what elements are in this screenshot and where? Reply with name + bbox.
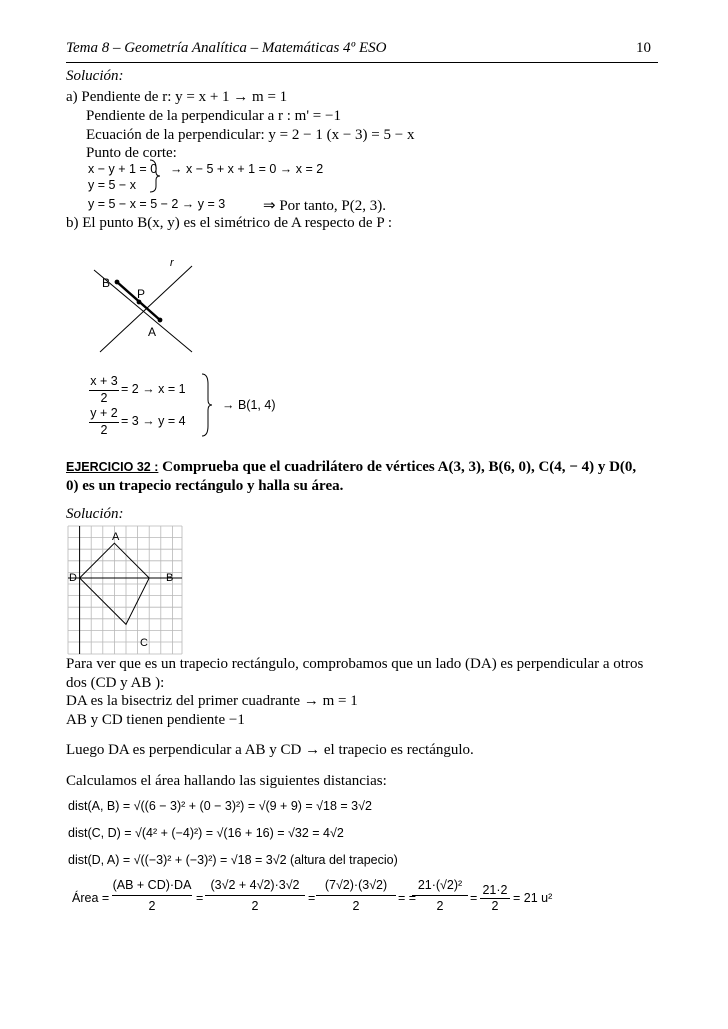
area-equals-4: = xyxy=(470,891,478,905)
paragraph-4: AB y CD tienen pendiente −1 xyxy=(66,712,245,728)
paragraph-1: Para ver que es un trapecio rectángulo, comprobamos que un lado (DA) es perpendicular a otros xyxy=(66,656,644,672)
area-result: = 21 u² xyxy=(513,891,553,905)
frac1-numerator: x + 3 xyxy=(90,374,118,388)
area-frac2-numerator: (3√2 + 4√2)·3√2 xyxy=(210,878,300,892)
fraction-brace xyxy=(200,372,214,438)
area-frac2-bar xyxy=(205,895,305,896)
paragraph-3: DA es la bisectriz del primer cuadrante → m = 1 xyxy=(66,693,358,709)
grid-label-b: B xyxy=(166,572,174,584)
distance-cd: dist(C, D) = √(4² + (−4)²) = √(16 + 16) = √32 = 4√2 xyxy=(68,826,344,840)
area-frac3-denominator: 2 xyxy=(352,899,360,913)
area-frac3-bar xyxy=(316,895,396,896)
area-frac1-bar xyxy=(112,895,192,896)
solution-a-line1: a) Pendiente de r: y = x + 1 → m = 1 xyxy=(66,89,288,105)
grid-label-d: D xyxy=(69,572,77,584)
solution-b-line: b) El punto B(x, y) es el simétrico de A respecto de P : xyxy=(66,215,393,231)
area-frac1-denominator: 2 xyxy=(148,899,156,913)
area-frac2-denominator: 2 xyxy=(251,899,259,913)
solution-heading-1: Solución: xyxy=(66,68,124,84)
exercise-label: EJERCICIO 32 : xyxy=(66,460,159,474)
point-b-result: → B(1, 4) xyxy=(222,398,276,412)
page-number: 10 xyxy=(636,40,651,56)
area-frac4-numerator: 21·(√2)² xyxy=(417,878,463,892)
area-frac5-numerator: 21·2 xyxy=(482,883,508,897)
system-eq2: y = 5 − x xyxy=(88,178,136,192)
point-a xyxy=(158,318,163,323)
frac2-numerator: y + 2 xyxy=(90,406,118,420)
grid-lines xyxy=(68,526,182,654)
point-p-result: ⇒ Por tanto, P(2, 3). xyxy=(263,198,386,214)
frac1-denominator: 2 xyxy=(100,391,108,405)
system-eq3: y = 5 − x = 5 − 2 → y = 3 xyxy=(88,197,226,211)
point-b xyxy=(115,280,120,285)
area-frac5-denominator: 2 xyxy=(491,899,499,913)
exercise-text1: Comprueba que el cuadrilátero de vértices A(3, 3), B(6, 0), C(4, − 4) y D(0, xyxy=(158,459,637,475)
exercise-statement-line2: 0) es un trapecio rectángulo y halla su área. xyxy=(66,478,344,494)
label-a: A xyxy=(148,325,157,339)
solution-a-line4: Punto de corte: xyxy=(86,145,177,161)
paragraph-2: dos (CD y AB ): xyxy=(66,675,165,691)
area-frac4-denominator: 2 xyxy=(436,899,444,913)
area-label: Área = xyxy=(72,891,110,905)
grid-label-a: A xyxy=(112,531,120,543)
exercise-statement-line1 xyxy=(66,459,636,476)
solution-a-line2: Pendiente de la perpendicular a r : m' = −1 xyxy=(86,108,341,124)
frac2-denominator: 2 xyxy=(100,423,108,437)
label-b: B xyxy=(102,276,111,290)
perpendicular-figure xyxy=(80,252,210,362)
frac1-rest: = 2 → x = 1 xyxy=(121,382,186,396)
trapezoid-grid-figure xyxy=(66,524,184,656)
area-frac4-bar xyxy=(412,895,468,896)
grid-label-c: C xyxy=(140,637,148,649)
solution-heading-2: Solución: xyxy=(66,506,124,522)
label-r: r xyxy=(170,257,174,269)
header-title: Tema 8 – Geometría Analítica – Matemáticas 4º ESO xyxy=(66,40,387,56)
distance-ab: dist(A, B) = √((6 − 3)² + (0 − 3)²) = √(9 + 9) = √18 = 3√2 xyxy=(68,799,372,813)
paragraph-6: Calculamos el área hallando las siguientes distancias: xyxy=(66,773,387,789)
system-brace xyxy=(148,158,162,194)
area-equals-1: = xyxy=(196,891,204,905)
label-p: P xyxy=(137,287,146,301)
area-equals-2: = xyxy=(308,891,316,905)
paragraph-5: Luego DA es perpendicular a AB y CD → el trapecio es rectángulo. xyxy=(66,742,474,758)
system-eq1-result: → x − 5 + x + 1 = 0 → x = 2 xyxy=(170,162,324,176)
line-r xyxy=(100,266,192,352)
distance-da: dist(D, A) = √((−3)² + (−3)²) = √18 = 3√2 (altura del trapecio) xyxy=(68,853,398,867)
header-divider xyxy=(66,62,658,63)
frac2-rest: = 3 → y = 4 xyxy=(121,414,186,428)
area-equals-3: = = xyxy=(398,891,417,905)
solution-a-line3: Ecuación de la perpendicular: y = 2 − 1 (x − 3) = 5 − x xyxy=(86,127,415,143)
area-frac1-numerator: (AB + CD)·DA xyxy=(112,878,192,892)
area-frac3-numerator: (7√2)·(3√2) xyxy=(324,878,388,892)
system-eq1: x − y + 1 = 0 xyxy=(88,162,158,176)
